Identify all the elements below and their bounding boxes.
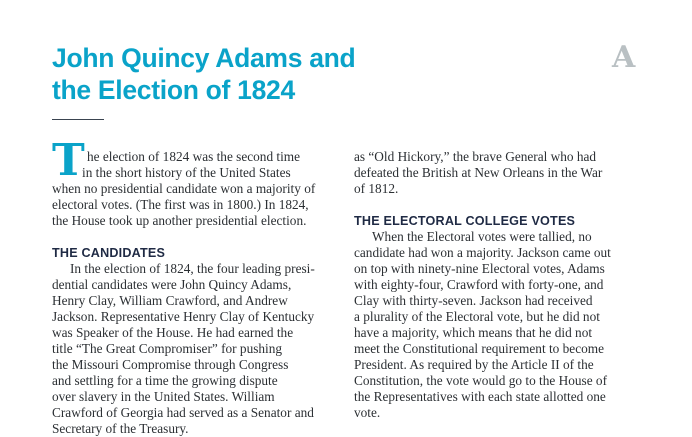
section-heading: THE CANDIDATES xyxy=(52,246,166,260)
section-heading: THE ELECTORAL COLLEGE VOTES xyxy=(354,214,576,228)
text-line: Clay with thirty-seven. Jackson had received xyxy=(354,293,593,308)
text-line: In the election of 1824, the four leading presi- xyxy=(70,261,315,276)
text-line: of 1812. xyxy=(354,181,399,196)
text-line: in the short history of the United States xyxy=(82,165,291,180)
text-line: vote. xyxy=(354,405,381,420)
text-line: meet the Constitutional requirement to become xyxy=(354,341,604,356)
text-line: title “The Great Compromiser” for pushing xyxy=(52,341,283,356)
right-column xyxy=(354,149,674,421)
text-line: Henry Clay, William Crawford, and Andrew xyxy=(52,293,288,308)
text-line: Constitution, the vote would go to the House of xyxy=(354,373,607,388)
candidates-continued xyxy=(354,149,674,197)
page-title xyxy=(52,42,355,106)
text-line: on top with ninety-nine Electoral votes, Adams xyxy=(354,261,605,276)
text-line: the Missouri Compromise through Congress xyxy=(52,357,289,372)
drop-cap: T xyxy=(52,135,85,186)
text-line: have a majority, which means that he did not xyxy=(354,325,593,340)
text-line: Crawford of Georgia had served as a Senator and xyxy=(52,405,314,420)
text-line: over slavery in the United States. William xyxy=(52,389,275,404)
title-line: John Quincy Adams and xyxy=(52,43,356,73)
title-divider xyxy=(52,119,104,120)
text-line: a plurality of the Electoral vote, but he did not xyxy=(354,309,600,324)
text-line: he election of 1824 was the second time xyxy=(87,149,301,164)
text-line: was Speaker of the House. He had earned the xyxy=(52,325,294,340)
candidates-paragraph xyxy=(52,261,347,437)
intro-paragraph xyxy=(52,135,347,229)
text-line: candidate had won a majority. Jackson came out xyxy=(354,245,611,260)
text-line: defeated the British at New Orleans in the War xyxy=(354,165,603,180)
electoral-paragraph xyxy=(354,229,674,421)
text-line: Jackson. Representative Henry Clay of Kentucky xyxy=(52,309,315,324)
text-line: electoral votes. (The first was in 1800.) In 1824, xyxy=(52,197,309,212)
text-line: the Representatives with each state allotted one xyxy=(354,389,606,404)
text-line: Secretary of the Treasury. xyxy=(52,421,189,436)
text-line: the House took up another presidential election. xyxy=(52,213,307,228)
text-line: when no presidential candidate won a majority of xyxy=(52,181,316,196)
text-line: President. As required by the Article II of the xyxy=(354,357,594,372)
section-letter: A xyxy=(612,40,636,75)
text-line: dential candidates were John Quincy Adams, xyxy=(52,277,292,292)
text-line: as “Old Hickory,” the brave General who had xyxy=(354,149,597,164)
title-line: the Election of 1824 xyxy=(52,75,295,105)
left-column xyxy=(52,135,347,437)
text-line: with eighty-four, Crawford with forty-one, and xyxy=(354,277,604,292)
text-line: When the Electoral votes were tallied, no xyxy=(372,229,592,244)
text-line: and settling for a time the growing dispute xyxy=(52,373,278,388)
